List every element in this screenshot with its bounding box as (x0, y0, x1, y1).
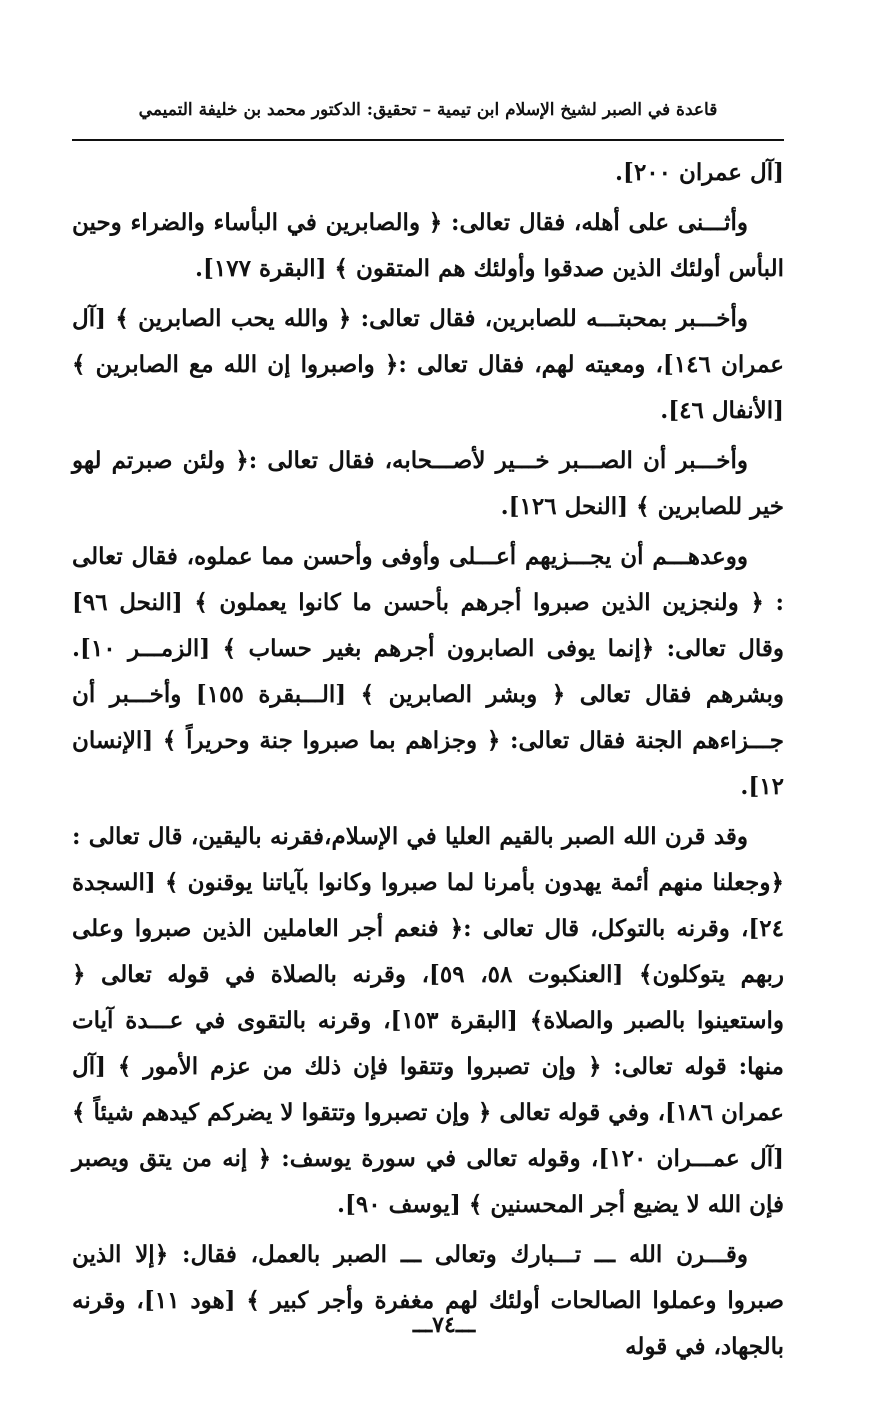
header-divider (72, 139, 784, 141)
paragraph: وقـــرن الله ـــ تـــبارك وتعالى ـــ الصبر بالعمل، فقال: ﴿إلا الذين صبروا وعملوا الصالحات أولئك لهم مغفرة وأجر كبير ﴾ [هود ١١]، وقرنه بالجهاد، في قوله (72, 1241, 785, 1360)
running-header: قاعدة في الصبر لشيخ الإسلام ابن تيمية – تحقيق: الدكتور محمد بن خليفة التميمي (138, 100, 718, 120)
paragraph: وقد قرن الله الصبر بالقيم العليا في الإسلام،فقرنه باليقين، قال تعالى : ﴿وجعلنا منهم أئمة يهدون بأمرنا لما صبروا وكانوا بآياتنا يوقنون ﴾ [السجدة ٢٤]، وقرنه بالتوكل، قال تعالى :﴿ فنعم أجر العاملين الذين صبروا وعلى ربهم يتوكلون﴾ [العنكبوت ٥٨، ٥٩]، وقرنه بالصلاة في قوله تعالى ﴿ واستعينوا بالصبر والصلاة﴾ [البقرة ١٥٣]، وقرنه بالتقوى في عـــدة آيات منها: قوله تعالى: ﴿ وإن تصبروا وتتقوا فإن ذلك من عزم الأمور ﴾ [آل عمران ١٨٦]، وفي قوله تعالى ﴿ وإن تصبروا وتتقوا لا يضركم كيدهم شيئاً ﴾ [آل عمـــران ١٢٠]، وقوله تعالى في سورة يوسف: ﴿ إنه من يتق ويصبر فإن الله لا يضيع أجر المحسنين ﴾ [يوسف ٩٠]. (72, 823, 785, 1218)
paragraph: [آل عمران ٢٠٠]. (615, 159, 784, 186)
paragraph: وأثـــنى على أهله، فقال تعالى: ﴿ والصابرين في البأساء والضراء وحين البأس أولئك الذين صدقوا وأولئك هم المتقون ﴾ [البقرة ١٧٧]. (72, 209, 784, 282)
page-number: ـــ٧٤ـــ (412, 1312, 476, 1338)
paragraph: ووعدهـــم أن يجـــزيهم أعـــلى وأوفى وأحسن مما عملوه، فقال تعالى : ﴿ ولنجزين الذين صبروا أجرهم بأحسن ما كانوا يعملون ﴾ [النحل ٩٦] وقال تعالى: ﴿إنما يوفى الصابرون أجرهم بغير حساب ﴾ [الزمـــر ١٠]. وبشرهم فقال تعالى ﴿ وبشر الصابرين ﴾ [الـــبقرة ١٥٥] وأخـــبر أن جـــزاءهم الجنة فقال تعالى: ﴿ وجزاهم بما صبروا جنة وحريراً ﴾ [الإنسان ١٢]. (72, 543, 784, 800)
page-body (72, 150, 784, 1374)
paragraph: وأخـــبر أن الصـــبر خـــير لأصـــحابه، فقال تعالى :﴿ ولئن صبرتم لهو خير للصابرين ﴾ [النحل ١٢٦]. (72, 447, 784, 520)
paragraph: وأخـــبر بمحبتـــه للصابرين، فقال تعالى: ﴿ والله يحب الصابرين ﴾ [آل عمران ١٤٦]، ومعيته لهم، فقال تعالى :﴿ واصبروا إن الله مع الصابرين ﴾ [الأنفال ٤٦]. (72, 305, 784, 424)
